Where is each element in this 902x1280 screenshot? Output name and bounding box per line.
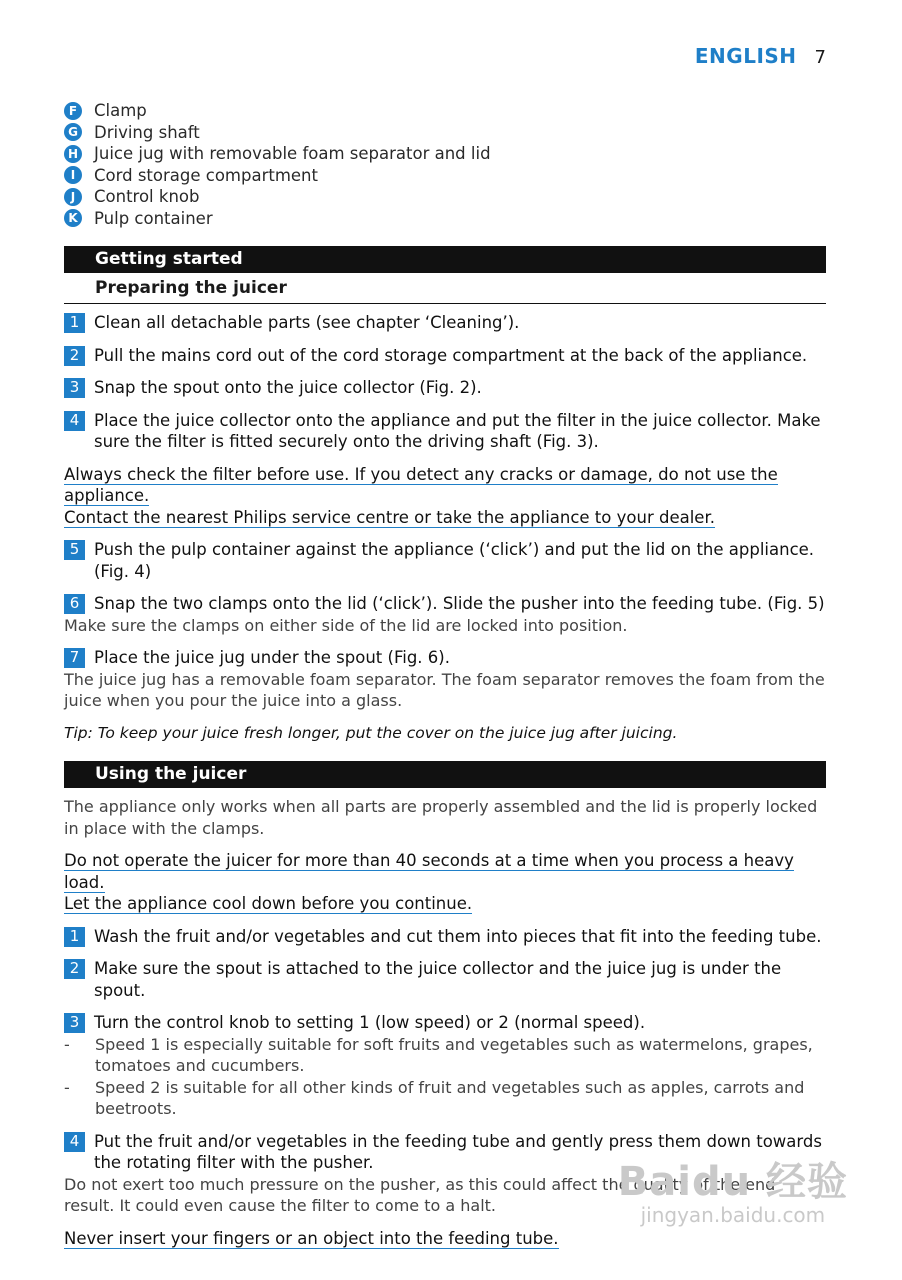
step-number: 2: [64, 346, 85, 366]
step-item: [64, 926, 826, 948]
step-text: Wash the fruit and/or vegetables and cut them into pieces that fit into the feeding tube.: [94, 926, 822, 946]
step-item: [64, 377, 826, 399]
list-item: [64, 165, 826, 187]
page-header: [695, 44, 826, 68]
step-text: Turn the control knob to setting 1 (low speed) or 2 (normal speed).: [94, 1013, 646, 1032]
step-text: Snap the two clamps onto the lid (‘click’). Slide the pusher into the feeding tube. (Fig. 5): [94, 594, 825, 613]
step-number: 1: [64, 927, 85, 947]
part-label: Pulp container: [94, 208, 213, 228]
dash-marker: -: [64, 1077, 70, 1097]
step-item: [64, 593, 826, 615]
list-item: [64, 122, 826, 144]
step-number: 3: [64, 378, 85, 398]
step-number: 4: [64, 1132, 85, 1152]
part-letter-badge: H: [64, 145, 82, 163]
step-item: [64, 345, 826, 367]
step-note: Make sure the clamps on either side of the lid are locked into position.: [64, 615, 628, 635]
step-note: Do not exert too much pressure on the pusher, as this could affect the quality of the end result. It could even cause the filter to come to a halt.: [64, 1174, 776, 1215]
part-label: Juice jug with removable foam separator and lid: [94, 144, 491, 164]
step-text: Push the pulp container against the appliance (‘click’) and put the lid on the appliance. (Fig. 4): [94, 540, 815, 581]
section-heading-getting-started: Getting started: [64, 246, 826, 273]
step-text: Pull the mains cord out of the cord storage compartment at the back of the appliance.: [94, 345, 808, 365]
warning-line: Let the appliance cool down before you continue.: [64, 894, 473, 913]
part-letter-badge: F: [64, 102, 82, 120]
speed-2-bullet: [64, 1077, 826, 1120]
step-number: 1: [64, 313, 85, 333]
page-number: 7: [814, 47, 826, 68]
list-item: [64, 208, 826, 230]
step-item: [64, 1012, 826, 1034]
watermark-logo: [618, 1150, 848, 1227]
list-item: [64, 186, 826, 208]
step-text: Make sure the spout is attached to the juice collector and the juice jug is under the spout.: [94, 959, 782, 1000]
subheading-preparing: Preparing the juicer: [64, 273, 826, 304]
part-label: Cord storage compartment: [94, 165, 318, 185]
speed-1-bullet: [64, 1034, 826, 1077]
step-number: 7: [64, 648, 85, 668]
part-letter-badge: J: [64, 188, 82, 206]
step-text: Clean all detachable parts (see chapter ‘Cleaning’).: [94, 313, 520, 332]
language-label: ENGLISH: [694, 44, 797, 68]
step-number: 3: [64, 1013, 85, 1033]
section-heading-using: Using the juicer: [64, 761, 826, 788]
part-letter-badge: K: [64, 209, 82, 227]
warning-line: Do not operate the juicer for more than 40 seconds at a time when you process a heavy load.: [64, 851, 794, 892]
dash-marker: -: [64, 1034, 70, 1054]
step-item: [64, 647, 826, 669]
warning-filter-check: [64, 464, 826, 529]
step-note: The juice jug has a removable foam separator. The foam separator removes the foam from the juice when you pour the juice into a glass.: [64, 669, 825, 710]
bullet-text: Speed 2 is suitable for all other kinds of fruit and vegetables such as apples, carrots and beetroots.: [95, 1077, 805, 1118]
step-number: 6: [64, 594, 85, 614]
watermark-url: jingyan.baidu.com: [640, 1203, 826, 1227]
step-number: 2: [64, 959, 85, 979]
step-number: 5: [64, 540, 85, 560]
tip-text: Tip: To keep your juice fresh longer, put the cover on the juice jug after juicing.: [64, 723, 678, 742]
part-label: Control knob: [94, 187, 200, 207]
list-item: [64, 143, 826, 165]
step-item: [64, 410, 826, 453]
step-text: Put the fruit and/or vegetables in the feeding tube and gently press them down towards the rotating filter with the pusher.: [94, 1131, 822, 1172]
parts-list: [64, 100, 826, 229]
warning-line: Always check the filter before use. If you detect any cracks or damage, do not use the appliance.: [64, 464, 778, 505]
list-item: [64, 100, 826, 122]
step-text: Place the juice jug under the spout (Fig. 6).: [94, 648, 450, 667]
using-intro: The appliance only works when all parts are properly assembled and the lid is properly locked in place with the clamps.: [64, 797, 818, 838]
warning-line: Contact the nearest Philips service centre or take the appliance to your dealer.: [64, 507, 715, 527]
step-item: [64, 958, 826, 1001]
step-text: Place the juice collector onto the appliance and put the filter in the juice collector. Make sure the filter is fitted securely onto the driving shaft (Fig. 3).: [94, 410, 821, 451]
page-content: [64, 100, 826, 1260]
step-item: [64, 539, 826, 582]
part-letter-badge: G: [64, 123, 82, 141]
step-item: [64, 312, 826, 334]
step-text: Snap the spout onto the juice collector (Fig. 2).: [94, 378, 482, 397]
watermark-brand: Baidu 经验: [617, 1159, 848, 1205]
bullet-text: Speed 1 is especially suitable for soft fruits and vegetables such as watermelons, grapes, tomatoes and cucumbers.: [95, 1034, 813, 1075]
part-label: Clamp: [94, 101, 147, 121]
warning-line: Never insert your fingers or an object into the feeding tube.: [64, 1228, 559, 1248]
step-number: 4: [64, 411, 85, 431]
part-label: Driving shaft: [94, 122, 200, 142]
warning-fingers: [64, 1228, 826, 1250]
warning-heavy-load: [64, 850, 826, 915]
part-letter-badge: I: [64, 166, 82, 184]
